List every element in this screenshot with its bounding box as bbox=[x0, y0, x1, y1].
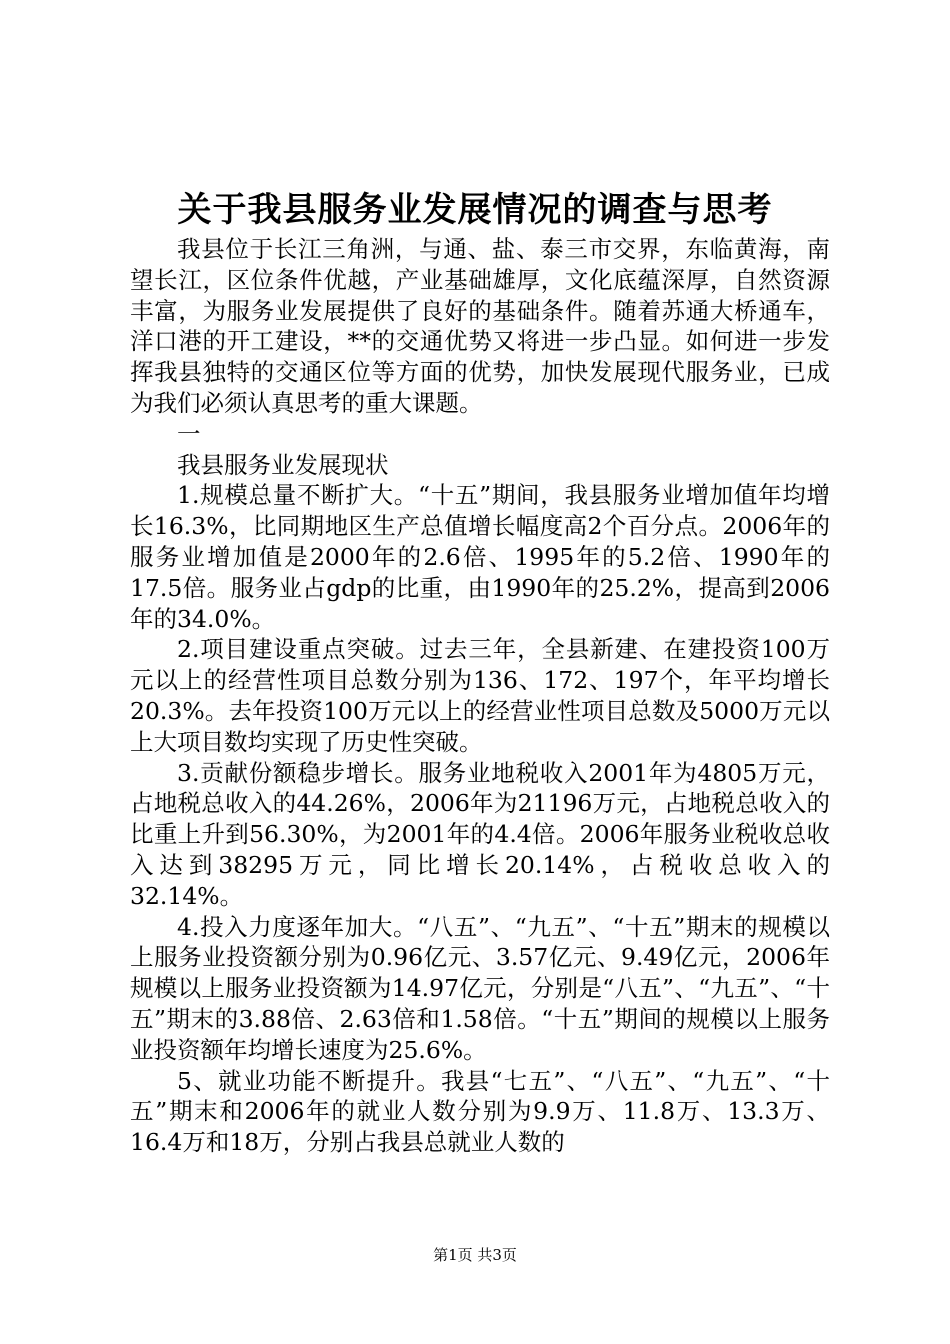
page-footer: 第1页 共3页 bbox=[433, 1246, 517, 1264]
paragraph-intro: 我县位于长江三角洲，与通、盐、泰三市交界，东临黄海，南望长江，区位条件优越，产业基础雄厚，文化底蕴深厚，自然资源丰富，为服务业发展提供了良好的基础条件。随着苏通大桥通车，洋口港的开工建设，**的交通优势又将进一步凸显。如何进一步发挥我县独特的交通区位等方面的优势，加快发展现代服务业，已成为我们必须认真思考的重大课题。 bbox=[130, 235, 830, 417]
section-number: 一 bbox=[177, 419, 201, 448]
section-heading: 我县服务业发展现状 bbox=[177, 450, 389, 479]
paragraph-item-5: 5、就业功能不断提升。我县“七五”、“八五”、“九五”、“十五”期末和2006年的就业人数分别为9.9万、11.8万、13.3万、16.4万和18万，分别占我县总就业人数的 bbox=[130, 1066, 830, 1157]
document-body bbox=[130, 234, 830, 1158]
paragraph-item-1: 1.规模总量不断扩大。“十五”期间，我县服务业增加值年均增长16.3%，比同期地区生产总值增长幅度高2个百分点。2006年的服务业增加值是2000年的2.6倍、1995年的5.2倍、1990年的17.5倍。服务业占gdp的比重，由1990年的25.2%，提高到2006年的34.0%。 bbox=[130, 481, 830, 633]
paragraph-item-2: 2.项目建设重点突破。过去三年，全县新建、在建投资100万元以上的经营性项目总数分别为136、172、197个，年平均增长20.3%。去年投资100万元以上的经营业性项目总数及5000万元以上大项目数均实现了历史性突破。 bbox=[130, 635, 830, 756]
document-title: 关于我县服务业发展情况的调查与思考 bbox=[177, 190, 773, 230]
paragraph-item-3: 3.贡献份额稳步增长。服务业地税收入2001年为4805万元，占地税总收入的44.26%，2006年为21196万元，占地税总收入的比重上升到56.30%，为2001年的4.4倍。2006年服务业税收总收入达到38295万元，同比增长20.14%，占税收总收入的32.14%。 bbox=[130, 758, 830, 910]
paragraph-item-4: 4.投入力度逐年加大。“八五”、“九五”、“十五”期末的规模以上服务业投资额分别为0.96亿元、3.57亿元、9.49亿元，2006年规模以上服务业投资额为14.97亿元，分别是“八五”、“九五”、“十五”期末的3.88倍、2.63倍和1.58倍。“十五”期间的规模以上服务业投资额年均增长速度为25.6%。 bbox=[130, 912, 830, 1064]
